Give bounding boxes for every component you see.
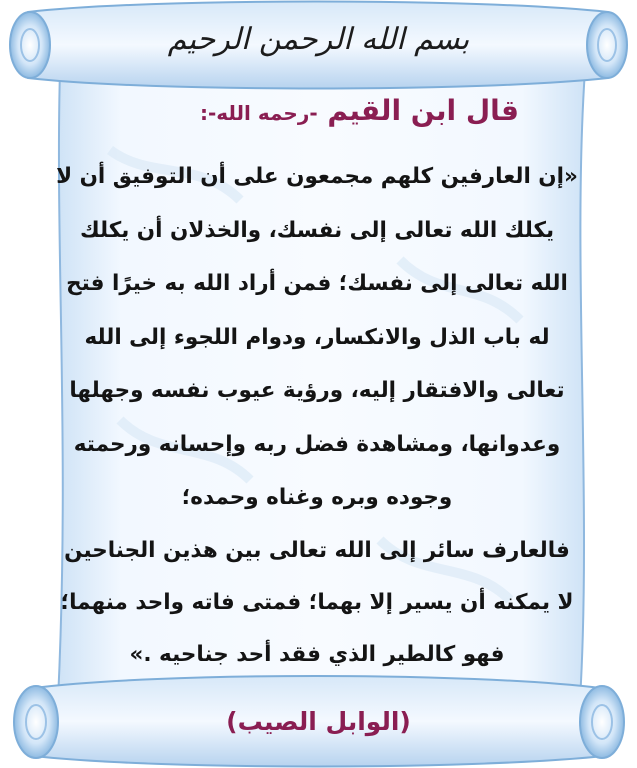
basmala-calligraphy: بسم الله الرحمن الرحيم [167, 22, 470, 57]
quote-line: فهو كالطير الذي فقد أحد جناحيه .» [129, 641, 505, 667]
quote-line: تعالى والافتقار إليه، ورؤية عيوب نفسه وجهلها [69, 378, 565, 403]
quote-line: يكلك الله تعالى إلى نفسك، والخذلان أن يكلك [79, 217, 555, 243]
heading-sub: -رحمه الله-: [199, 101, 318, 125]
source-citation: (الوابل الصيب) [226, 707, 411, 736]
quote-line: له باب الذل والانكسار، ودوام اللجوء إلى الله [84, 324, 550, 350]
quote-line: «إن العارفين كلهم مجمعون على أن التوفيق أن لا [56, 164, 578, 189]
quote-line: فالعارف سائر إلى الله تعالى بين هذين الجناحين [64, 537, 570, 563]
quote-line: وعدوانها، ومشاهدة فضل ربه وإحسانه ورحمته [73, 431, 561, 457]
quote-body [42, 150, 592, 681]
heading-main: قال ابن القيم [317, 94, 519, 127]
quote-line: الله تعالى إلى نفسك؛ فمن أراد الله به خيرًا فتح [66, 271, 568, 296]
quote-line: وجوده وبره وغناه وحمده؛ [181, 485, 453, 510]
quote-line: لا يمكنه أن يسير إلا بهما؛ فمتى فاته واحد منهما؛ [60, 589, 574, 615]
quote-heading [200, 94, 519, 127]
